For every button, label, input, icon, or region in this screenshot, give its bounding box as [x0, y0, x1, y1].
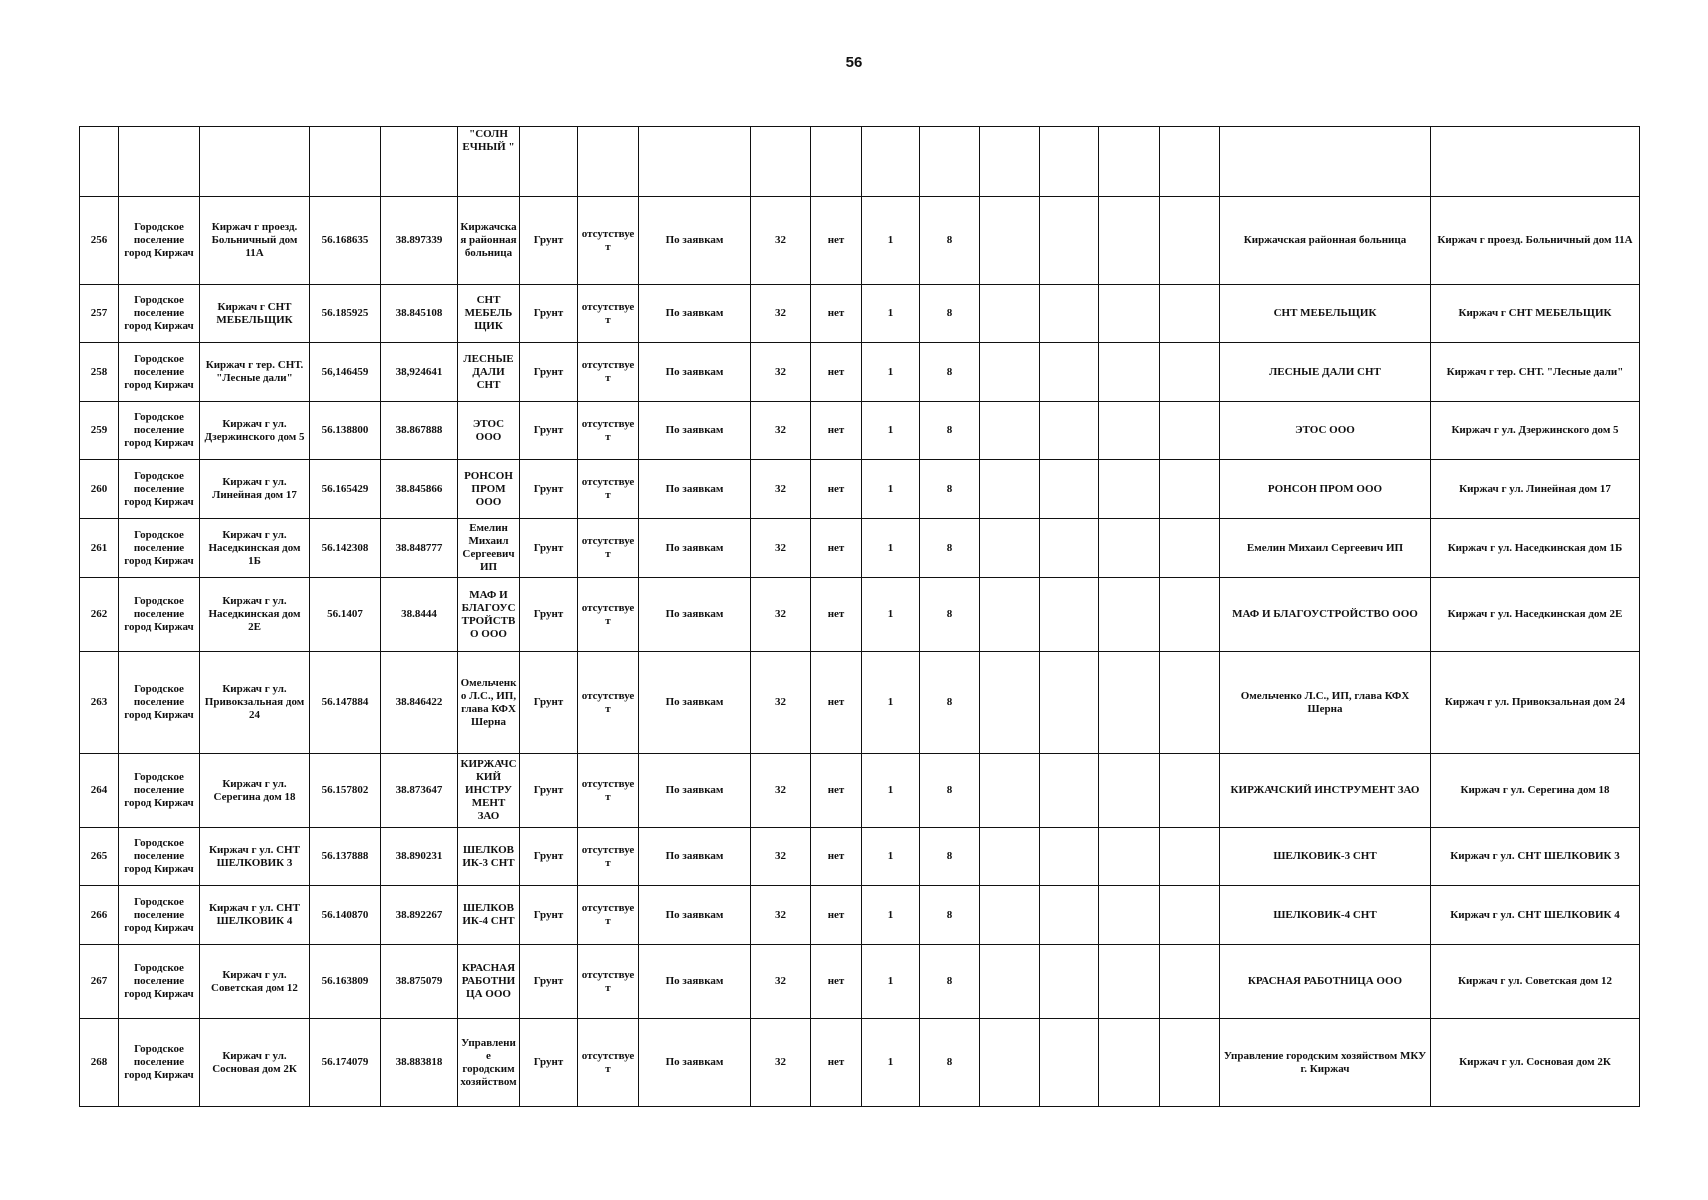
cell-schedule: По заявкам	[639, 460, 751, 519]
cell-empty	[1099, 945, 1160, 1019]
cell-name: Киржачская районная больница	[458, 197, 520, 285]
cell-num: 267	[80, 945, 119, 1019]
cell-empty	[1040, 652, 1099, 754]
cell-lat: 56.157802	[310, 754, 381, 828]
cell-org-address: Киржач г ул. Дзержинского дом 5	[1431, 402, 1640, 460]
cell-empty	[1099, 886, 1160, 945]
page-number: 56	[845, 54, 863, 71]
cell-empty	[980, 519, 1040, 578]
cell-lon: 38.8444	[381, 578, 458, 652]
cell-surface: Грунт	[520, 519, 578, 578]
table-row	[80, 945, 1640, 1019]
cell-empty	[980, 1019, 1040, 1107]
cell-fence: отсутствует	[578, 886, 639, 945]
cell-lon: 38.845108	[381, 285, 458, 343]
cell-empty	[980, 754, 1040, 828]
cell-settlement: Городское поселение город Киржач	[119, 886, 200, 945]
cell-num: 266	[80, 886, 119, 945]
cell-empty	[980, 285, 1040, 343]
cell-schedule: По заявкам	[639, 402, 751, 460]
cell-lat: 56.137888	[310, 828, 381, 886]
cell-capacity: 8	[920, 402, 980, 460]
cell-empty	[1099, 460, 1160, 519]
cell-separate: нет	[811, 578, 862, 652]
table-row	[80, 460, 1640, 519]
cell-empty	[980, 578, 1040, 652]
cell-surface: Грунт	[520, 828, 578, 886]
cell-schedule: По заявкам	[639, 945, 751, 1019]
cell-org-address: Киржач г ул. Линейная дом 17	[1431, 460, 1640, 519]
cell-capacity: 8	[920, 945, 980, 1019]
cell-volume: 32	[751, 886, 811, 945]
table-row	[80, 578, 1640, 652]
cell-count: 1	[862, 945, 920, 1019]
cell-lat: 56.163809	[310, 945, 381, 1019]
cell-empty	[1160, 343, 1220, 402]
cell-separate: нет	[811, 402, 862, 460]
cell-settlement: Городское поселение город Киржач	[119, 578, 200, 652]
cell-schedule: По заявкам	[639, 754, 751, 828]
cell-empty	[1160, 828, 1220, 886]
cell-address: Киржач г ул. Дзержинского дом 5	[200, 402, 310, 460]
cell-lat: 56.168635	[310, 197, 381, 285]
table-row-continued	[80, 127, 1640, 197]
cell-address: Киржач г ул. Наседкинская дом 2Е	[200, 578, 310, 652]
cell-schedule: По заявкам	[639, 343, 751, 402]
cell-lon: 38.845866	[381, 460, 458, 519]
cell-surface: Грунт	[520, 578, 578, 652]
cell-empty	[1040, 402, 1099, 460]
cell-settlement: Городское поселение город Киржач	[119, 519, 200, 578]
table-row	[80, 402, 1640, 460]
cell-settlement: Городское поселение город Киржач	[119, 343, 200, 402]
cell-name: СНТ МЕБЕЛЬЩИК	[458, 285, 520, 343]
cell-empty	[1040, 578, 1099, 652]
cell-org: КРАСНАЯ РАБОТНИЦА ООО	[1220, 945, 1431, 1019]
cell-schedule: По заявкам	[639, 285, 751, 343]
cell-name: КРАСНАЯ РАБОТНИЦА ООО	[458, 945, 520, 1019]
cell-name: "СОЛН ЕЧНЫЙ "	[458, 127, 520, 197]
cell-count: 1	[862, 285, 920, 343]
cell-schedule: По заявкам	[639, 578, 751, 652]
cell-empty	[1099, 285, 1160, 343]
cell-volume: 32	[751, 519, 811, 578]
cell-address: Киржач г ул. Сосновая дом 2К	[200, 1019, 310, 1107]
cell-num: 264	[80, 754, 119, 828]
cell-org: ШЕЛКОВИК-4 СНТ	[1220, 886, 1431, 945]
table-row	[80, 1019, 1640, 1107]
cell-empty	[1040, 754, 1099, 828]
table-body	[80, 127, 1640, 1107]
cell-empty	[980, 886, 1040, 945]
cell-surface: Грунт	[520, 652, 578, 754]
cell-lat: 56,146459	[310, 343, 381, 402]
cell-empty	[1160, 519, 1220, 578]
cell-org-address: Киржач г ул. СНТ ШЕЛКОВИК 3	[1431, 828, 1640, 886]
cell-separate: нет	[811, 945, 862, 1019]
cell-fence: отсутствует	[578, 578, 639, 652]
cell-lon: 38.897339	[381, 197, 458, 285]
cell-capacity: 8	[920, 1019, 980, 1107]
cell-org: ШЕЛКОВИК-3 СНТ	[1220, 828, 1431, 886]
cell-empty	[980, 402, 1040, 460]
cell-org: Емелин Михаил Сергеевич ИП	[1220, 519, 1431, 578]
cell-fence: отсутствует	[578, 652, 639, 754]
cell-schedule: По заявкам	[639, 1019, 751, 1107]
cell-empty	[1160, 402, 1220, 460]
cell-settlement: Городское поселение город Киржач	[119, 1019, 200, 1107]
cell-lat: 56.138800	[310, 402, 381, 460]
cell-address: Киржач г проезд. Больничный дом 11А	[200, 197, 310, 285]
cell-capacity: 8	[920, 197, 980, 285]
cell-volume: 32	[751, 652, 811, 754]
cell-num: 258	[80, 343, 119, 402]
cell-settlement: Городское поселение город Киржач	[119, 945, 200, 1019]
cell-empty	[1040, 945, 1099, 1019]
cell-org: РОНСОН ПРОМ ООО	[1220, 460, 1431, 519]
cell-schedule: По заявкам	[639, 652, 751, 754]
cell-capacity: 8	[920, 578, 980, 652]
cell-volume: 32	[751, 945, 811, 1019]
cell-separate: нет	[811, 285, 862, 343]
cell-name: ШЕЛКОВИК-4 СНТ	[458, 886, 520, 945]
cell-surface: Грунт	[520, 460, 578, 519]
cell-lat: 56.185925	[310, 285, 381, 343]
cell-volume: 32	[751, 402, 811, 460]
cell-empty	[1160, 460, 1220, 519]
cell-fence: отсутствует	[578, 754, 639, 828]
cell-empty	[1040, 1019, 1099, 1107]
table-row	[80, 652, 1640, 754]
table-row	[80, 828, 1640, 886]
cell-address: Киржач г ул. СНТ ШЕЛКОВИК 4	[200, 886, 310, 945]
cell-surface: Грунт	[520, 1019, 578, 1107]
table-row	[80, 197, 1640, 285]
cell-empty	[1099, 519, 1160, 578]
cell-empty	[1099, 652, 1160, 754]
cell-surface: Грунт	[520, 402, 578, 460]
cell-num: 268	[80, 1019, 119, 1107]
cell-count: 1	[862, 197, 920, 285]
cell-address: Киржач г ул. Советская дом 12	[200, 945, 310, 1019]
cell-surface: Грунт	[520, 197, 578, 285]
cell-capacity: 8	[920, 343, 980, 402]
cell-volume: 32	[751, 343, 811, 402]
cell-name: МАФ И БЛАГОУСТРОЙСТВО ООО	[458, 578, 520, 652]
cell-org-address: Киржач г ул. Наседкинская дом 2Е	[1431, 578, 1640, 652]
cell-surface: Грунт	[520, 945, 578, 1019]
cell-count: 1	[862, 578, 920, 652]
cell-fence: отсутствует	[578, 285, 639, 343]
cell-empty	[1160, 886, 1220, 945]
cell-lat: 56.165429	[310, 460, 381, 519]
cell-num: 262	[80, 578, 119, 652]
cell-name: Емелин Михаил Сергеевич ИП	[458, 519, 520, 578]
table-row	[80, 519, 1640, 578]
cell-fence: отсутствует	[578, 945, 639, 1019]
cell-empty	[1160, 652, 1220, 754]
cell-empty	[980, 197, 1040, 285]
cell-org-address: Киржач г ул. Наседкинская дом 1Б	[1431, 519, 1640, 578]
cell-capacity: 8	[920, 754, 980, 828]
cell-count: 1	[862, 886, 920, 945]
cell-lat: 56.147884	[310, 652, 381, 754]
cell-org-address: Киржач г ул. Серегина дом 18	[1431, 754, 1640, 828]
cell-settlement: Городское поселение город Киржач	[119, 652, 200, 754]
cell-volume: 32	[751, 754, 811, 828]
cell-separate: нет	[811, 460, 862, 519]
cell-org-address: Киржач г ул. Советская дом 12	[1431, 945, 1640, 1019]
cell-lat: 56.142308	[310, 519, 381, 578]
cell-name: ЭТОС ООО	[458, 402, 520, 460]
cell-fence: отсутствует	[578, 343, 639, 402]
cell-schedule: По заявкам	[639, 886, 751, 945]
cell-empty	[980, 652, 1040, 754]
cell-address: Киржач г ул. Наседкинская дом 1Б	[200, 519, 310, 578]
cell-fence: отсутствует	[578, 460, 639, 519]
cell-fence: отсутствует	[578, 1019, 639, 1107]
cell-empty	[1160, 945, 1220, 1019]
registry-table	[79, 126, 1640, 1107]
cell-separate: нет	[811, 343, 862, 402]
cell-volume: 32	[751, 1019, 811, 1107]
cell-capacity: 8	[920, 460, 980, 519]
cell-lon: 38.890231	[381, 828, 458, 886]
cell-settlement: Городское поселение город Киржач	[119, 285, 200, 343]
cell-empty	[1040, 197, 1099, 285]
cell-empty	[1099, 197, 1160, 285]
cell-address: Киржач г СНТ МЕБЕЛЬЩИК	[200, 285, 310, 343]
cell-volume: 32	[751, 578, 811, 652]
cell-separate: нет	[811, 652, 862, 754]
cell-lat: 56.140870	[310, 886, 381, 945]
cell-capacity: 8	[920, 886, 980, 945]
cell-address: Киржач г тер. СНТ. "Лесные дали"	[200, 343, 310, 402]
cell-num: 256	[80, 197, 119, 285]
cell-lon: 38,924641	[381, 343, 458, 402]
cell-empty	[1040, 460, 1099, 519]
cell-settlement: Городское поселение город Киржач	[119, 828, 200, 886]
cell-count: 1	[862, 460, 920, 519]
cell-separate: нет	[811, 519, 862, 578]
table-row	[80, 886, 1640, 945]
cell-count: 1	[862, 402, 920, 460]
cell-empty	[1040, 519, 1099, 578]
cell-schedule: По заявкам	[639, 828, 751, 886]
cell-org: ЛЕСНЫЕ ДАЛИ СНТ	[1220, 343, 1431, 402]
cell-org-address: Киржач г ул. Сосновая дом 2К	[1431, 1019, 1640, 1107]
cell-org: КИРЖАЧСКИЙ ИНСТРУМЕНТ ЗАО	[1220, 754, 1431, 828]
cell-lon: 38.867888	[381, 402, 458, 460]
cell-surface: Грунт	[520, 886, 578, 945]
cell-num: 259	[80, 402, 119, 460]
cell-org-address: Киржач г ул. СНТ ШЕЛКОВИК 4	[1431, 886, 1640, 945]
cell-schedule: По заявкам	[639, 197, 751, 285]
cell-count: 1	[862, 519, 920, 578]
cell-num: 263	[80, 652, 119, 754]
cell-num: 257	[80, 285, 119, 343]
cell-empty	[980, 343, 1040, 402]
cell-empty	[1099, 1019, 1160, 1107]
cell-org: Омельченко Л.С., ИП, глава КФХ Шерна	[1220, 652, 1431, 754]
cell-empty	[1099, 402, 1160, 460]
cell-surface: Грунт	[520, 285, 578, 343]
cell-org: Киржачская районная больница	[1220, 197, 1431, 285]
cell-org-address: Киржач г тер. СНТ. "Лесные дали"	[1431, 343, 1640, 402]
cell-address: Киржач г ул. Привокзальная дом 24	[200, 652, 310, 754]
table-row	[80, 754, 1640, 828]
cell-separate: нет	[811, 754, 862, 828]
cell-empty	[980, 460, 1040, 519]
cell-empty	[1160, 285, 1220, 343]
cell-lon: 38.873647	[381, 754, 458, 828]
cell-org: Управление городским хозяйством МКУ г. Киржач	[1220, 1019, 1431, 1107]
cell-org: СНТ МЕБЕЛЬЩИК	[1220, 285, 1431, 343]
cell-org-address: Киржач г ул. Привокзальная дом 24	[1431, 652, 1640, 754]
cell-name: ЛЕСНЫЕ ДАЛИ СНТ	[458, 343, 520, 402]
cell-fence: отсутствует	[578, 828, 639, 886]
cell-lat: 56.174079	[310, 1019, 381, 1107]
cell-empty	[1160, 1019, 1220, 1107]
cell-name: РОНСОН ПРОМ ООО	[458, 460, 520, 519]
cell-fence: отсутствует	[578, 402, 639, 460]
cell-empty	[1160, 197, 1220, 285]
cell-empty	[1099, 343, 1160, 402]
cell-lon: 38.883818	[381, 1019, 458, 1107]
table-row	[80, 343, 1640, 402]
cell-lon: 38.848777	[381, 519, 458, 578]
cell-empty	[1099, 754, 1160, 828]
cell-fence: отсутствует	[578, 519, 639, 578]
cell-empty	[1160, 754, 1220, 828]
cell-count: 1	[862, 754, 920, 828]
cell-lon: 38.846422	[381, 652, 458, 754]
cell-name: КИРЖАЧСКИЙ ИНСТРУМЕНТ ЗАО	[458, 754, 520, 828]
cell-address: Киржач г ул. Линейная дом 17	[200, 460, 310, 519]
cell-schedule: По заявкам	[639, 519, 751, 578]
cell-capacity: 8	[920, 519, 980, 578]
cell-name: Управление городским хозяйством	[458, 1019, 520, 1107]
cell-capacity: 8	[920, 828, 980, 886]
cell-volume: 32	[751, 828, 811, 886]
cell-org: ЭТОС ООО	[1220, 402, 1431, 460]
cell-empty	[1099, 828, 1160, 886]
cell-volume: 32	[751, 460, 811, 519]
cell-empty	[1040, 343, 1099, 402]
cell-empty	[980, 828, 1040, 886]
cell-surface: Грунт	[520, 343, 578, 402]
cell-settlement: Городское поселение город Киржач	[119, 197, 200, 285]
cell-volume: 32	[751, 285, 811, 343]
cell-count: 1	[862, 343, 920, 402]
cell-empty	[1160, 578, 1220, 652]
cell-separate: нет	[811, 197, 862, 285]
cell-empty	[1040, 828, 1099, 886]
cell-lon: 38.892267	[381, 886, 458, 945]
cell-lat: 56.1407	[310, 578, 381, 652]
cell-num: 260	[80, 460, 119, 519]
cell-name: ШЕЛКОВИК-3 СНТ	[458, 828, 520, 886]
cell-separate: нет	[811, 1019, 862, 1107]
cell-settlement: Городское поселение город Киржач	[119, 754, 200, 828]
cell-count: 1	[862, 828, 920, 886]
cell-num: 261	[80, 519, 119, 578]
cell-volume: 32	[751, 197, 811, 285]
cell-settlement: Городское поселение город Киржач	[119, 460, 200, 519]
cell-count: 1	[862, 652, 920, 754]
cell-address: Киржач г ул. СНТ ШЕЛКОВИК 3	[200, 828, 310, 886]
cell-org-address: Киржач г СНТ МЕБЕЛЬЩИК	[1431, 285, 1640, 343]
cell-count: 1	[862, 1019, 920, 1107]
cell-lon: 38.875079	[381, 945, 458, 1019]
table-row	[80, 285, 1640, 343]
cell-address: Киржач г ул. Серегина дом 18	[200, 754, 310, 828]
cell-empty	[1099, 578, 1160, 652]
cell-org: МАФ И БЛАГОУСТРОЙСТВО ООО	[1220, 578, 1431, 652]
cell-empty	[1040, 285, 1099, 343]
cell-fence: отсутствует	[578, 197, 639, 285]
cell-separate: нет	[811, 886, 862, 945]
cell-empty	[980, 945, 1040, 1019]
cell-org-address: Киржач г проезд. Больничный дом 11А	[1431, 197, 1640, 285]
cell-num: 265	[80, 828, 119, 886]
cell-empty	[1040, 886, 1099, 945]
cell-settlement: Городское поселение город Киржач	[119, 402, 200, 460]
cell-surface: Грунт	[520, 754, 578, 828]
cell-capacity: 8	[920, 652, 980, 754]
cell-capacity: 8	[920, 285, 980, 343]
cell-name: Омельченко Л.С., ИП, глава КФХ Шерна	[458, 652, 520, 754]
cell-separate: нет	[811, 828, 862, 886]
